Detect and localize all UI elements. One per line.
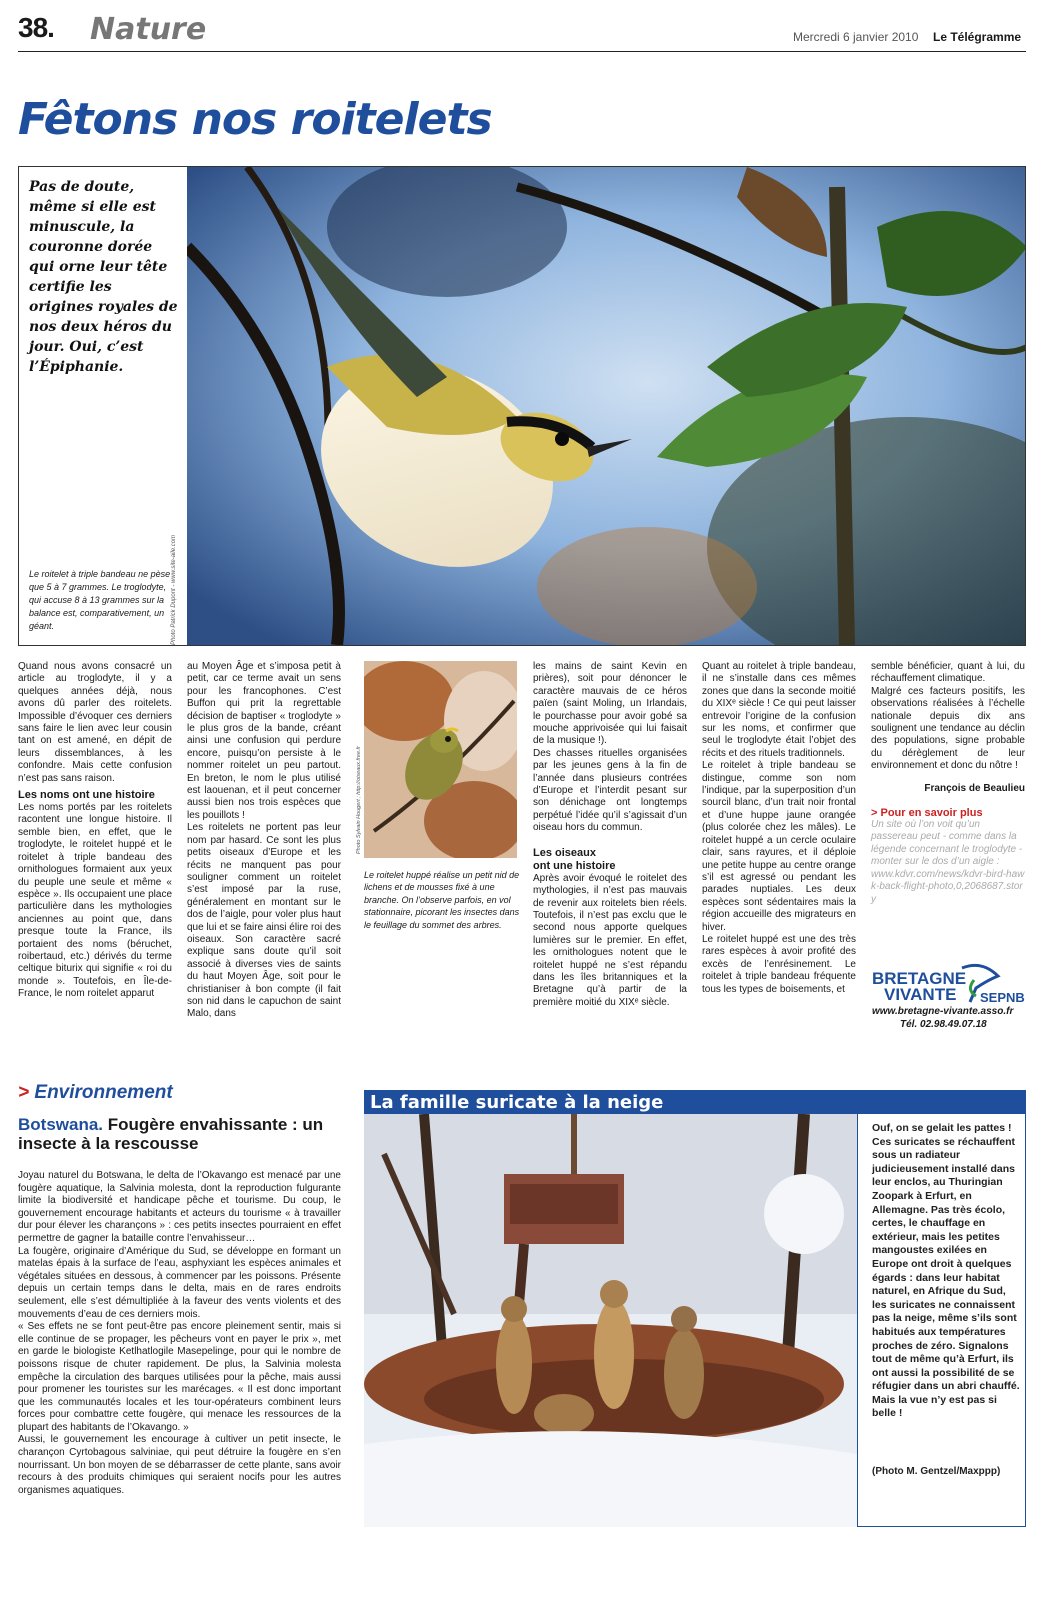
paragraph: Aussi, le gouvernement les encourage à cultiver un petit insecte, le charançon Cyrtobagous salviniae, qui peut détruire la fougère en s’en nourrissant. Un bon moyen de se débarrasser de cette plante, sans avoir recours à des produits chimiques qui seraient nocifs pour les autres organismes aquatiques. <box>18 1434 341 1496</box>
paragraph: « Ses effets ne se font peut-être pas encore pleinement sentir, mais si elle continue de se propager, les pêcheurs vont en payer le prix », met en garde le biologiste Ketlhatlogile Masepelinge, pour qui le nombre de poissons risque de chuter rapidement. De plus, la Salvinia molesta empêche la circulation des barques utilisées pour la pêche, mais aussi pour promener les touristes sur les marécages. « Il est donc important que les communautés locales et les tour-opérateurs combinent leurs forces pour combattre cette fougère, qui menace les ressources de la plupart des habitants de l’Okavango. » <box>18 1321 341 1433</box>
lead-photo-caption: Le roitelet à triple bandeau ne pèse que 5 à 7 grammes. Le troglodyte, qui accuse 8 à 13 grammes sur la balance est, comparativement, un géant. <box>29 569 171 631</box>
more-info-text: Un site où l’on voit qu’un passereau peut - comme dans la légende concernant le troglodyte - monter sur le dos d’un aigle : <box>871 819 1023 868</box>
small-photo-caption: Le roitelet huppé réalise un petit nid de lichens et de mousses fixé à une branche. On l’observe parfois, en vol stationnaire, picorant les insectes dans le feuillage du sommet des arbres. <box>364 870 520 930</box>
paragraph: Après avoir évoqué le roitelet des mythologies, il n’est pas mauvais de revenir aux roitelets bien réels. Toutefois, il n’est pas exclu que le second nous apporte quelques lumières sur le premier. En effet, les ornithologues notent que le roitelet huppé ne s’est répandu dans les îles britanniques et la Bretagne qu’à partir de la première moitié du XIXᵉ siècle. <box>533 872 687 1008</box>
environment-body <box>18 1170 341 1497</box>
lead-photo-credit: Photo Patrick Dupont - www.site-aile.com <box>171 534 177 645</box>
lead-photo-frame <box>18 166 1026 646</box>
lede-box <box>19 167 187 645</box>
subheading <box>533 847 687 873</box>
section-title: Nature <box>90 12 207 47</box>
article-column-4 <box>533 661 687 1009</box>
article-lede: Pas de doute, même si elle est minuscule, la couronne dorée qui orne leur tête certifie les origines royales de nos deux héros du jour. Oui, c’est l’Épiphanie. <box>29 179 178 375</box>
newspaper-name: Le Télégramme <box>933 30 1022 44</box>
paragraph: Quand nous avons consacré un article au troglodyte, il y a quelques années déjà, nous avons dû parler des roitelets. Impossible d’évoquer ces derniers sans faire le lien avec leur cousin tant on est amené, en dépit de leurs dissemblances, à les confondre. Mais cette confusion n’est pas sans raison. <box>18 661 172 784</box>
meerkat-title: La famille suricate à la neige <box>370 1092 664 1113</box>
issue-date: Mercredi 6 janvier 2010 <box>793 30 919 44</box>
meerkat-text: Ouf, on se gelait les pattes ! Ces suricates se réchauffent sous un radiateur judicieusement installé dans leur enclos, au Thuringian Zoopark à Erfurt, en Allemagne. Pas très écolo, certes, le chauffage en extérieur, mais les petites mangoustes exilées en Europe ont droit à quelques égards : dans leur habitat naturel, en Afrique du Sud, les suricates ne connaissent pas la neige, même s’ils sont habitués aux températures proches de zéro. Signalons tout de même qu’à Erfurt, ils ont aussi la possibilité de se réfugier dans un abri chauffé. Mais la vue n’y est pas si belle ! <box>872 1122 1020 1420</box>
more-info-label: > Pour en savoir plus <box>871 807 983 820</box>
page-number: 38. <box>18 12 54 43</box>
paragraph: les mains de saint Kevin en prières), soit pour dénoncer le caractère mauvais de ce héros païen (saint Moling, un Irlandais, le pourchasse pour avoir gobé sa mouche apprivoisée qui lui faisait de la musique !). <box>533 661 687 747</box>
headline-place: Botswana. <box>18 1115 104 1134</box>
subheading-line-2: ont une histoire <box>533 859 616 872</box>
bretagne-vivante-url[interactable]: www.bretagne-vivante.asso.fr <box>872 1006 1014 1017</box>
article-title: Fêtons nos roitelets <box>18 94 492 145</box>
article-column-6 <box>871 661 1025 906</box>
paragraph: Quant au roitelet à triple bandeau, il ne s’installe dans ces mêmes zones que dans la seconde moitié du XIXᵉ siècle ! Ce qui peut laisser entrevoir l’origine de la confusion sur les noms, et confirmer que seul le troglodyte était l’objet des récits et des rituels traditionnels. <box>702 661 856 759</box>
paragraph: au Moyen Âge et s’imposa petit à petit, car ce terme avait un sens pour les francophones. C’est Buffon qui prit la regrettable décision de baptiser « troglodyte » le plus gros de la bande, créant ainsi une confusion qui perdure encore, puisqu’on persiste à le nommer roitelet un peu partout. En breton, le nom le plus utilisé est laouenan, et il peut concerner aussi bien nos trois espèces que les pouillots ! <box>187 661 341 821</box>
environment-kicker <box>18 1082 173 1104</box>
subheading: Les noms ont une histoire <box>18 789 155 802</box>
more-info-link[interactable]: www.kdvr.com/news/kdvr-bird-hawk-back-flight-photo,0,2068687.story <box>871 868 1025 905</box>
article-column-2 <box>187 661 341 1021</box>
paragraph: Les roitelets ne portent pas leur nom par hasard. Ce sont les plus petits oiseaux d’Europe et les récits ne manquent pas pour souligner comment un roitelet s’est imposé par la ruse, généralement en montant sur le dos de l’aigle, pour voler plus haut que lui et se faire ainsi élire roi des oiseaux. Son caractère sacré explique sans doute qu’il soit associé à diverses vies de saints du haut Moyen Âge, soit pour le christianiser à bon compte (il fait son nid dans le capuchon de saint Malo, dans <box>187 822 341 1020</box>
paragraph: Des chasses rituelles organisées par les jeunes gens à la fin de l’année dans plusieurs contrées d’Europe et l’interdit pesant sur son dénichage ont longtemps perpétué l’idée qu’il s’agissait d’un oiseau hors du commun. <box>533 747 687 834</box>
bretagne-vivante-phone: Tél. 02.98.49.07.18 <box>900 1019 987 1030</box>
paragraph: Joyau naturel du Botswana, le delta de l’Okavango est menacé par une fougère aquatique, la Salvinia molesta, dont la reproduction fulgurante limite la biodiversité et handicape pêche et tourisme. Du coup, le gouvernement encourage habitants et acteurs du tourisme « à travailler dur pour élever les charançons » : ces petits insectes pourraient en effet permettre de gagner la bataille contre l’envahisseur… <box>18 1170 341 1244</box>
goldcrest-photo <box>364 661 517 858</box>
paragraph: Malgré ces facteurs positifs, les observations réalisées à l’échelle nationale depuis dix ans soulignent une tendance au déclin des populations, signe probable du dérèglement de leur environnement et donc du nôtre ! <box>871 685 1025 772</box>
paragraph: La fougère, originaire d’Amérique du Sud, se développe en formant un matelas épais à la surface de l’eau, asphyxiant les espèces animales et végétales situées en dessous, à commencer par les poissons. Présente depuis un certain temps dans le delta, mais en de rares endroits seulement, elle s’est démultipliée à la faveur des vents violents et des mouvements d’eau de ces derniers mois. <box>18 1245 341 1320</box>
headline-text: Fougère envahissante : un insecte à la rescousse <box>18 1115 324 1153</box>
header-rule <box>18 51 1026 52</box>
meerkat-photo-credit: (Photo M. Gentzel/Maxppp) <box>872 1466 1001 1477</box>
article-column-1 <box>18 661 172 1001</box>
kicker-arrow: > <box>18 1082 30 1103</box>
paragraph: semble bénéficier, quant à lui, du réchauffement climatique. <box>871 661 1025 685</box>
kicker-label: Environnement <box>34 1082 173 1103</box>
environment-headline <box>18 1115 348 1153</box>
logo-text-sepnb: SEPNB <box>980 990 1025 1005</box>
logo-text-bretagne: BRETAGNE <box>872 969 967 988</box>
logo-text-vivante: VIVANTE <box>884 985 957 1004</box>
paragraph: Le roitelet à triple bandeau se distingue, comme son nom l’indique, par la superposition d’un sourcil blanc, d’un trait noir frontal et d’une huppe jaune orangée (plus colorée chez les mâles). Le roitelet huppé a un cercle oculaire clair, sans rayures, et il déploie une petite huppe au centre orange s’il est agressé ou pendant les parades nuptiales. Les deux espèces sont sédentaires mais la région accueille des migrateurs en hiver. <box>702 760 856 933</box>
author-byline: François de Beaulieu <box>924 782 1025 794</box>
paragraph: Les noms portés par les roitelets racontent une longue histoire. Il semble bien, en effet, que le troglodyte, le roitelet huppé et le roitelet à triple bandeau des ornithologues formaient aux yeux du peuple une seule et même « espèce ». Ils occupaient une place particulière dans les mythologies anciennes au point que, dans presque toute la France, ils portaient des noms (béruchet, roibertaud, etc.) dérivés du terme celtique biturix qui signifie « roi du monde ». Toutefois, en Île-de-France, le nom roitelet apparut <box>18 802 172 1000</box>
meerkat-photo <box>364 1114 857 1527</box>
firecrest-photo <box>187 167 1026 645</box>
meerkat-text-box <box>857 1114 1026 1527</box>
meerkat-title-bar <box>364 1090 1026 1114</box>
subheading-line-1: Les oiseaux <box>533 846 596 859</box>
article-column-5 <box>702 661 856 996</box>
small-photo-credit: Photo Sylvain Hougert ; http://oiseaux.free.fr <box>356 746 362 854</box>
bretagne-vivante-logo <box>870 962 1030 1008</box>
paragraph: Le roitelet huppé est une des très rares espèces à avoir profité des excès de l’enrésinement. Le roitelet à triple bandeau fréquente tous les types de boisements, et <box>702 933 856 995</box>
